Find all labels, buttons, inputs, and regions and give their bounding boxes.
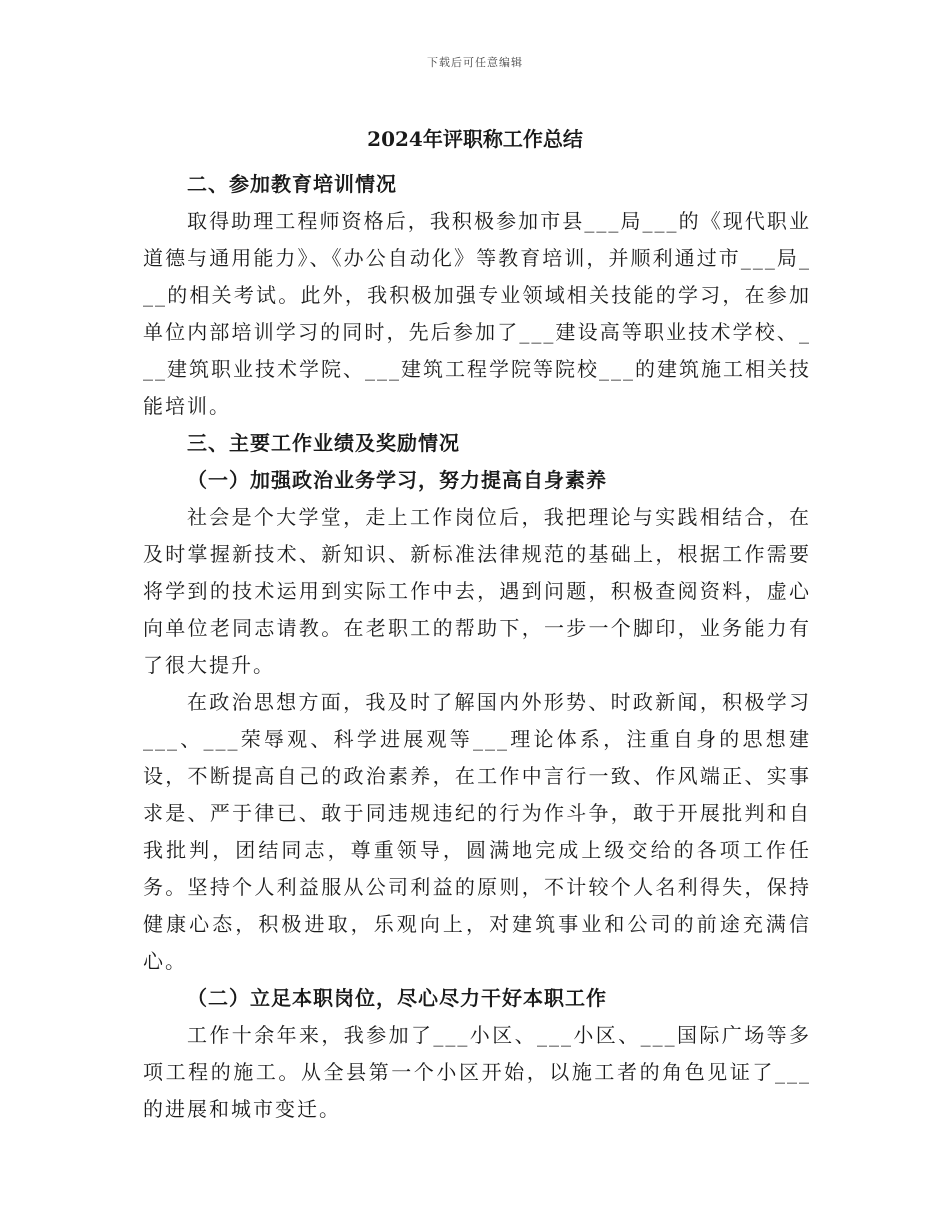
subsection-job-duties — [143, 980, 811, 1128]
document-title: 2024年评职称工作总结 — [367, 127, 583, 151]
body-paragraph: 在政治思想方面，我及时了解国内外形势、时政新闻，积极学习___、___荣辱观、科学进展观等___理论体系，注重自身的思想建设，不断提高自己的政治素养，在工作中言行一致、作风端正、实事求是、严于律已、敢于同违规违纪的行为作斗争，敢于开展批判和自我批判，团结同志，尊重领导，圆满地完成上级交给的各项工作任务。坚持个人利益服从公司利益的原则，不计较个人名利得失，保持健康心态，积极进取，乐观向上，对建筑事业和公司的前途充满信心。 — [143, 690, 811, 973]
subsection-heading: （一）加强政治业务学习，努力提高自身素养 — [187, 468, 607, 492]
section-heading: 三、主要工作业绩及奖励情况 — [187, 431, 460, 455]
body-paragraph: 工作十余年来，我参加了___小区、___小区、___国际广场等多项工程的施工。从全县第一个小区开始，以施工者的角色见证了___的进展和城市变迁。 — [143, 1023, 811, 1121]
section-achievements — [143, 425, 811, 462]
body-paragraph: 取得助理工程师资格后，我积极参加市县___局___的《现代职业道德与通用能力》、《办公自动化》等教育培训，并顺利通过市___局___的相关考试。此外，我积极加强专业领域相关技能的学习，在参加单位内部培训学习的同时，先后参加了___建设高等职业技术学校、___建筑职业技术学院、___建筑工程学院等院校___的建筑施工相关技能培训。 — [143, 209, 811, 418]
body-paragraph: 社会是个大学堂，走上工作岗位后，我把理论与实践相结合，在及时掌握新技术、新知识、新标准法律规范的基础上，根据工作需要将学到的技术运用到实际工作中去，遇到问题，积极查阅资料，虚心向单位老同志请教。在老职工的帮助下，一步一个脚印，业务能力有了很大提升。 — [143, 505, 811, 677]
document-body — [143, 166, 811, 1128]
section-heading: 二、参加教育培训情况 — [187, 172, 397, 196]
page-header-note: 下载后可任意编辑 — [427, 56, 523, 69]
section-education-training — [143, 166, 811, 425]
subsection-political-study — [143, 462, 811, 980]
subsection-heading: （二）立足本职岗位，尽心尽力干好本职工作 — [187, 986, 607, 1010]
